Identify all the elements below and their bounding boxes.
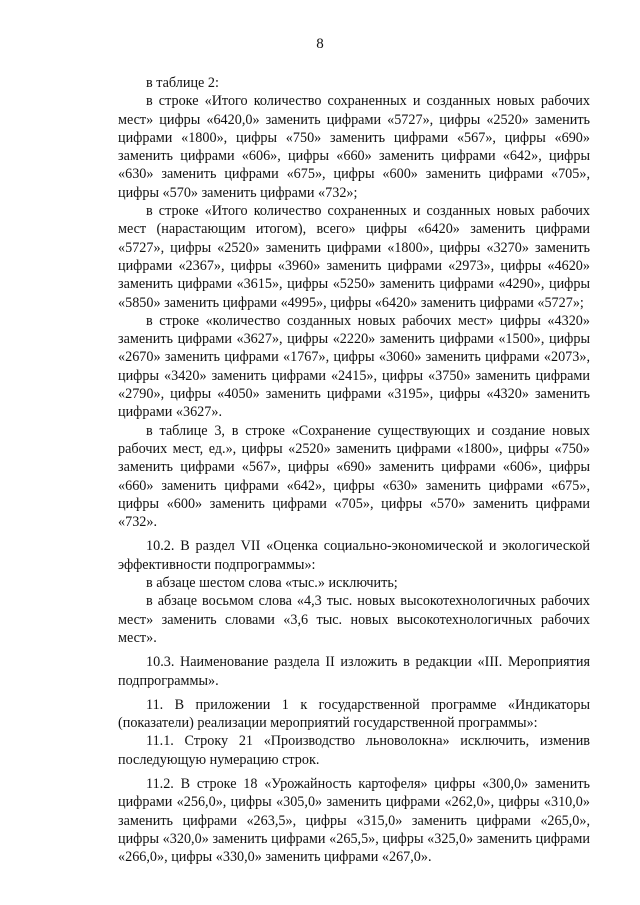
page-number: 8 — [316, 36, 324, 52]
paragraph-new-jobs: в строке «количество созданных новых рабочих мест» цифры «4320» заменить цифрами «3627», цифры «2220» заменить цифрами «1500», цифры «2670» заменить цифрами «1767», цифры «3060» заменить цифрами «2073», цифры «3420» заменить цифрами «2415», цифры «3750» заменить цифрами «2790», цифры «4050» заменить цифрами «3195», цифры «4320» заменить цифрами «3627». — [118, 312, 590, 421]
paragraph-total-jobs-cumulative: в строке «Итого количество сохраненных и созданных новых рабочих мест (нарастающим итогом), всего» цифры «6420» заменить цифрами «5727», цифры «2520» заменить цифрами «1800», цифры «3270» заменить цифрами «2367», цифры «3960» заменить цифрами «2973», цифры «4620» заменить цифрами «3615», цифры «5250» заменить цифрами «4290», цифры «5850» заменить цифрами «4995», цифры «6420» заменить цифрами «5727»; — [118, 203, 590, 311]
paragraph-11-2: 11.2. В строке 18 «Урожайность картофеля» цифры «300,0» заменить цифрами «256,0», цифры «305,0» заменить цифрами «262,0», цифры «310,0» заменить цифрами «263,5», цифры «315,0» заменить цифрами «265,0», цифры «320,0» заменить цифрами «265,5», цифры «325,0» заменить цифрами «266,0», цифры «330,0» заменить цифрами «267,0». — [118, 775, 590, 866]
paragraph-table2-heading: в таблице 2: — [146, 75, 219, 91]
paragraph-table3: в таблице 3, в строке «Сохранение существующих и создание новых рабочих мест, ед.», цифры «2520» заменить цифрами «1800», цифры «750» заменить цифрами «567», цифры «690» заменить цифрами «606», цифры «660» заменить цифрами «642», цифры «630» заменить цифрами «675», цифры «600» заменить цифрами «705», цифры «570» заменить цифрами «732». — [118, 422, 590, 531]
paragraph-11-1: 11.1. Строку 21 «Производство льноволокна» исключить, изменив последующую нумерацию строк. — [118, 733, 590, 768]
document-body — [118, 74, 590, 866]
paragraph-10-3: 10.3. Наименование раздела II изложить в редакции «III. Мероприятия подпрограммы». — [118, 654, 590, 689]
paragraph-10-2-eighth: в абзаце восьмом слова «4,3 тыс. новых высокотехнологичных рабочих мест» заменить словами «3,6 тыс. новых высокотехнологичных рабочих мест». — [118, 593, 590, 646]
paragraph-10-2: 10.2. В раздел VII «Оценка социально-экономической и экологической эффективности подпрограммы»: — [118, 538, 590, 573]
paragraph-11: 11. В приложении 1 к государственной программе «Индикаторы (показатели) реализации мероприятий государственной программы»: — [118, 696, 590, 732]
paragraph-10-2-sixth: в абзаце шестом слова «тыс.» исключить; — [146, 575, 398, 592]
paragraph-total-jobs: в строке «Итого количество сохраненных и созданных новых рабочих мест» цифры «6420,0» заменить цифрами «5727», цифры «2520» заменить цифрами «1800», цифры «750» заменить цифрами «567», цифры «690» заменить цифрами «606», цифры «660» заменить цифрами «642», цифры «630» заменить цифрами «675», цифры «600» заменить цифрами «705», цифры «570» заменить цифрами «732»; — [118, 93, 590, 201]
